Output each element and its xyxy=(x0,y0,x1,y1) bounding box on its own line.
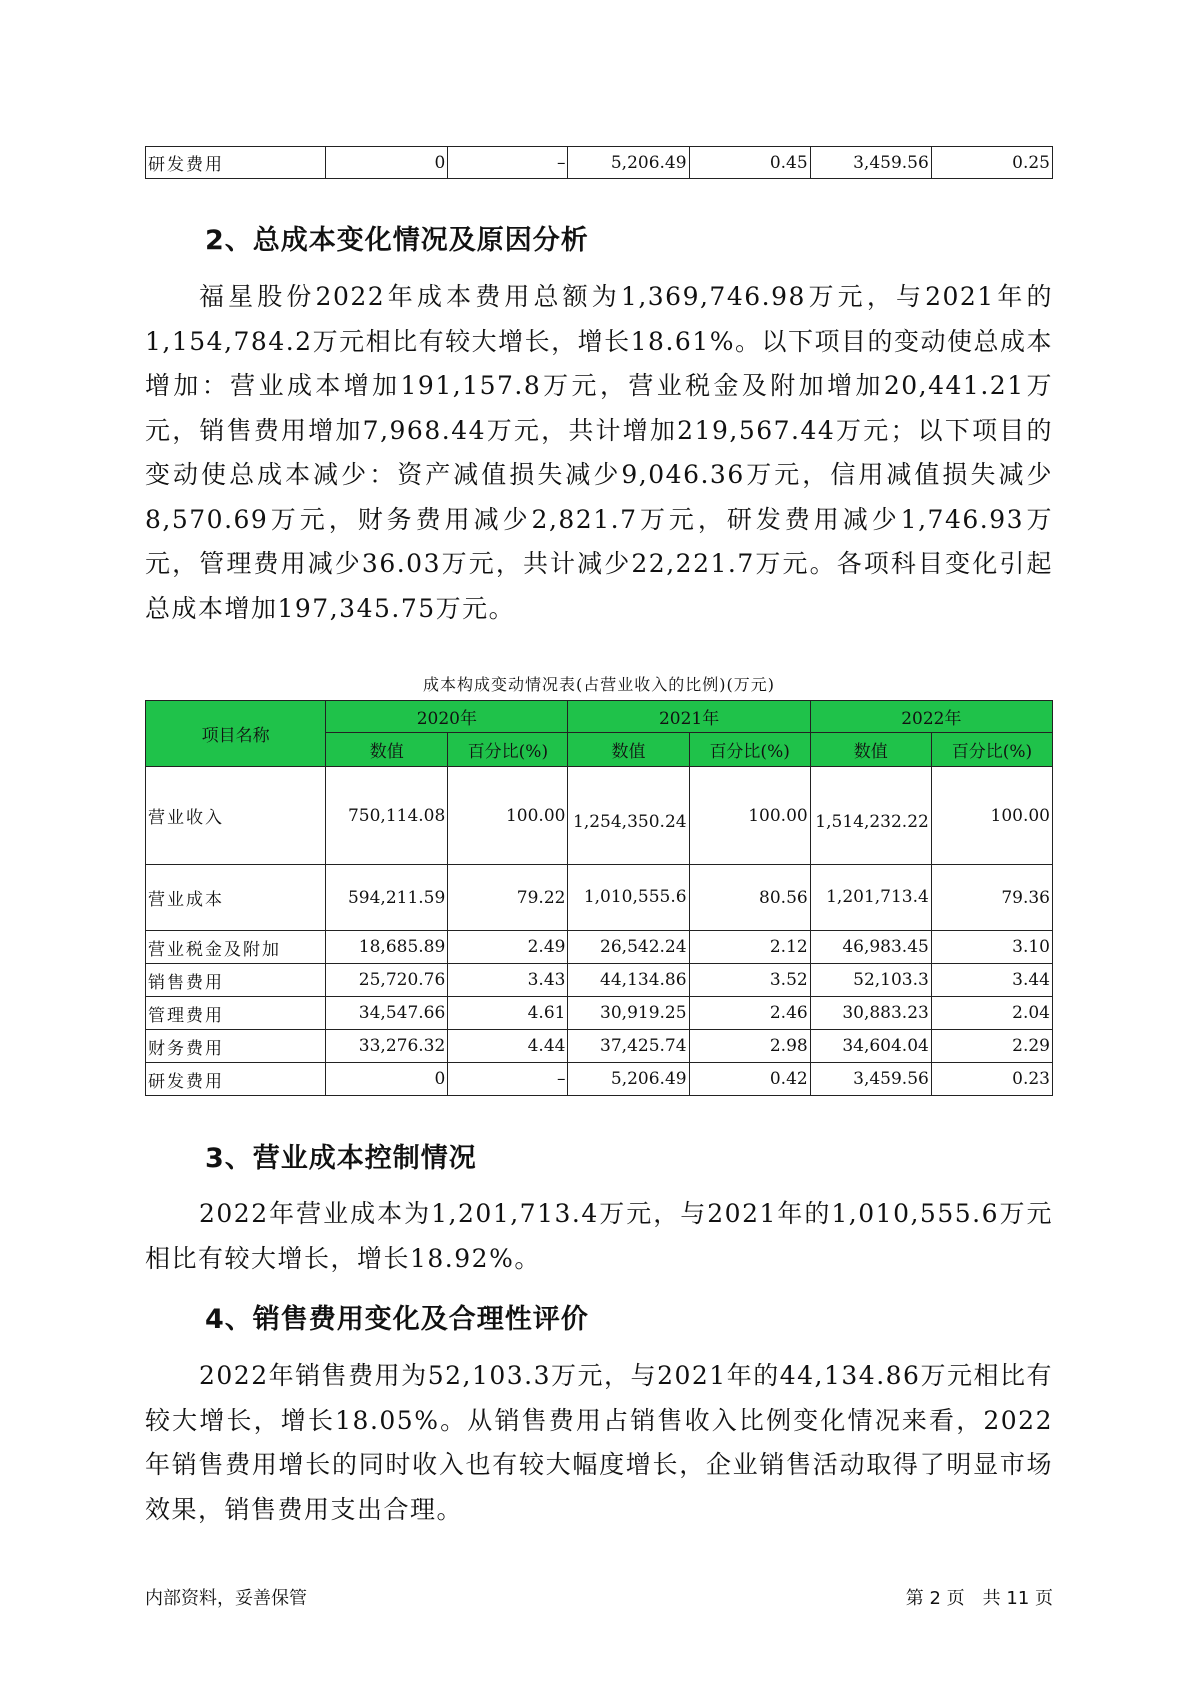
header-value-2021: 数值 xyxy=(568,733,689,767)
header-value-2020: 数值 xyxy=(326,733,448,767)
header-value-2022: 数值 xyxy=(810,733,931,767)
row-label: 研发费用 xyxy=(146,1063,326,1096)
table-row xyxy=(146,865,1053,931)
value-2021: 1,010,555.6 xyxy=(568,865,689,931)
header-percent-2022: 百分比(%) xyxy=(931,733,1052,767)
top-table-fragment xyxy=(145,146,1053,179)
percent-2021: 3.52 xyxy=(689,964,810,997)
header-row-years xyxy=(146,701,1053,733)
header-year-2022: 2022年 xyxy=(810,701,1052,733)
table-row xyxy=(146,964,1053,997)
value-2020: 0 xyxy=(326,1063,448,1096)
value-2022: 1,201,713.4 xyxy=(810,865,931,931)
value-2021: 5,206.49 xyxy=(568,1063,689,1096)
table-row xyxy=(146,1030,1053,1063)
percent-2020: 79.22 xyxy=(448,865,568,931)
table-row xyxy=(146,767,1053,865)
section-3-paragraph: 2022年营业成本为1,201,713.4万元，与2021年的1,010,555.6万元相比有较大增长，增长18.92%。 xyxy=(145,1199,1053,1273)
value-2020: 0 xyxy=(326,147,448,179)
row-label: 财务费用 xyxy=(146,1030,326,1063)
value-2022: 30,883.23 xyxy=(810,997,931,1030)
percent-2021: 2.46 xyxy=(689,997,810,1030)
percent-2021: 2.12 xyxy=(689,931,810,964)
header-percent-2021: 百分比(%) xyxy=(689,733,810,767)
table-caption: 成本构成变动情况表(占营业收入的比例)(万元) xyxy=(423,675,775,694)
percent-2020: 3.43 xyxy=(448,964,568,997)
percent-2020: 4.61 xyxy=(448,997,568,1030)
percent-2021: 100.00 xyxy=(689,767,810,865)
value-2021: 1,254,350.24 xyxy=(568,767,689,865)
value-2021: 30,919.25 xyxy=(568,997,689,1030)
percent-2022: 79.36 xyxy=(931,865,1052,931)
value-2021: 5,206.49 xyxy=(568,147,689,179)
footer-left-note: 内部资料，妥善保管 xyxy=(145,1588,307,1609)
percent-2022: 0.23 xyxy=(931,1063,1052,1096)
footer-page-number: 第 2 页 共 11 页 xyxy=(905,1588,1053,1609)
percent-2022: 3.10 xyxy=(931,931,1052,964)
value-2021: 26,542.24 xyxy=(568,931,689,964)
value-2021: 37,425.74 xyxy=(568,1030,689,1063)
value-2021: 44,134.86 xyxy=(568,964,689,997)
section-3-heading: 3、营业成本控制情况 xyxy=(205,1143,477,1174)
section-4-paragraph: 2022年销售费用为52,103.3万元，与2021年的44,134.86万元相比有较大增长，增长18.05%。从销售费用占销售收入比例变化情况来看，2022年销售费用增长的同时收入也有较大幅度增长，企业销售活动取得了明显市场效果，销售费用支出合理。 xyxy=(145,1361,1053,1524)
value-2022: 3,459.56 xyxy=(810,147,931,179)
table-row xyxy=(146,997,1053,1030)
percent-2022: 3.44 xyxy=(931,964,1052,997)
percent-2021: 2.98 xyxy=(689,1030,810,1063)
section-2-heading: 2、总成本变化情况及原因分析 xyxy=(205,225,589,256)
table-row xyxy=(146,931,1053,964)
percent-2022: 100.00 xyxy=(931,767,1052,865)
percent-2021: 80.56 xyxy=(689,865,810,931)
percent-2022: 2.04 xyxy=(931,997,1052,1030)
table-row xyxy=(146,1063,1053,1096)
header-item-name: 项目名称 xyxy=(146,701,326,767)
cost-structure-table xyxy=(145,700,1053,1096)
value-2022: 3,459.56 xyxy=(810,1063,931,1096)
value-2020: 750,114.08 xyxy=(326,767,448,865)
value-2020: 594,211.59 xyxy=(326,865,448,931)
percent-2022: 2.29 xyxy=(931,1030,1052,1063)
row-label: 营业税金及附加 xyxy=(146,931,326,964)
percent-2021: 0.42 xyxy=(689,1063,810,1096)
percent-2020: 2.49 xyxy=(448,931,568,964)
percent-2022: 0.25 xyxy=(931,147,1052,179)
row-label: 研发费用 xyxy=(146,147,326,179)
value-2020: 33,276.32 xyxy=(326,1030,448,1063)
value-2022: 34,604.04 xyxy=(810,1030,931,1063)
value-2022: 46,983.45 xyxy=(810,931,931,964)
header-year-2020: 2020年 xyxy=(326,701,568,733)
header-percent-2020: 百分比(%) xyxy=(448,733,568,767)
row-label: 营业成本 xyxy=(146,865,326,931)
row-label: 营业收入 xyxy=(146,767,326,865)
percent-2020: – xyxy=(448,1063,568,1096)
value-2022: 52,103.3 xyxy=(810,964,931,997)
value-2022: 1,514,232.22 xyxy=(810,767,931,865)
section-4-heading: 4、销售费用变化及合理性评价 xyxy=(205,1304,589,1335)
percent-2021: 0.45 xyxy=(689,147,810,179)
row-label: 销售费用 xyxy=(146,964,326,997)
section-2-paragraph: 福星股份2022年成本费用总额为1,369,746.98万元，与2021年的1,154,784.2万元相比有较大增长，增长18.61%。以下项目的变动使总成本增加：营业成本增加191,157.8万元，营业税金及附加增加20,441.21万元，销售费用增加7,968.44万元，共计增加219,567.44万元；以下项目的变动使总成本减少：资产减值损失减少9,046.36万元，信用减值损失减少8,570.69万元，财务费用减少2,821.7万元，研发费用减少1,746.93万元，管理费用减少36.03万元，共计减少22,221.7万元。各项科目变化引起总成本增加197,345.75万元。 xyxy=(145,282,1053,623)
percent-2020: 4.44 xyxy=(448,1030,568,1063)
percent-2020: – xyxy=(448,147,568,179)
table-row xyxy=(146,147,1053,179)
value-2020: 25,720.76 xyxy=(326,964,448,997)
row-label: 管理费用 xyxy=(146,997,326,1030)
value-2020: 34,547.66 xyxy=(326,997,448,1030)
header-year-2021: 2021年 xyxy=(568,701,810,733)
percent-2020: 100.00 xyxy=(448,767,568,865)
value-2020: 18,685.89 xyxy=(326,931,448,964)
